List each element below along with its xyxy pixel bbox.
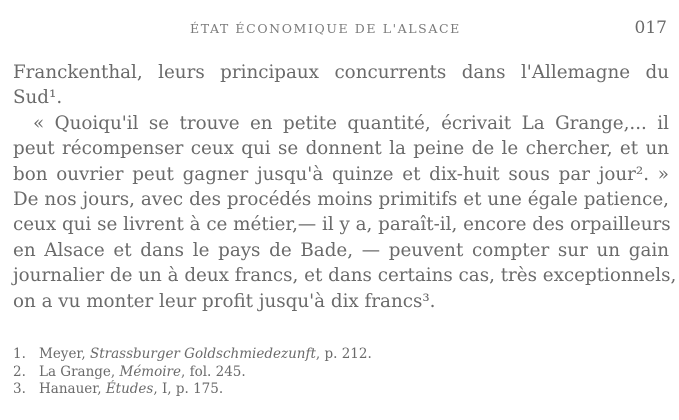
footnote-title: Strassburger Goldschmiedezunft bbox=[89, 346, 316, 362]
footnote bbox=[13, 346, 669, 364]
footnote bbox=[13, 364, 669, 382]
text-line: De nos jours, avec des procédés moins primitifs et une égale patience, bbox=[13, 188, 669, 210]
body-text bbox=[13, 60, 677, 314]
footnote-number: 3. bbox=[13, 381, 26, 397]
text-line: journalier de un à deux francs, et dans certains cas, très exceptionnels, bbox=[13, 265, 677, 287]
text-line: bon ouvrier peut gagner jusqu'à quinze et dix-huit sous par jour². » bbox=[13, 163, 669, 185]
page-number: 017 bbox=[634, 18, 667, 38]
running-title: ÉTAT ÉCONOMIQUE DE L'ALSACE bbox=[190, 21, 461, 36]
footnote-number: 2. bbox=[13, 363, 26, 380]
footnote-locator: , I, p. 175. bbox=[153, 381, 224, 397]
footnote-locator: , p. 212. bbox=[315, 346, 372, 362]
text-line: « Quoiqu'il se trouve en petite quantité, écrivait La Grange,... il bbox=[33, 112, 669, 134]
text-line: peut récompenser ceux qui se donnent la peine de le chercher, et un bbox=[13, 138, 669, 160]
footnotes bbox=[13, 346, 669, 399]
text-line: en Alsace et dans le pays de Bade, — peuvent compter sur un gain bbox=[13, 239, 669, 261]
text-line: Sud¹. bbox=[13, 87, 63, 109]
text-line: Franckenthal, leurs principaux concurrents dans l'Allemagne du bbox=[13, 62, 669, 83]
footnote-author: Meyer, bbox=[39, 346, 90, 362]
text-line: ceux qui se livrent à ce métier,— il y a, paraît-il, encore des orpailleurs bbox=[13, 214, 671, 236]
text-line: on a vu monter leur profit jusqu'à dix francs³. bbox=[13, 290, 436, 312]
footnote-title: Études bbox=[105, 381, 154, 397]
footnote-author: La Grange, bbox=[39, 363, 120, 380]
footnote-locator: , fol. 245. bbox=[181, 363, 246, 380]
running-head bbox=[0, 18, 679, 42]
footnote bbox=[13, 381, 669, 399]
footnote-author: Hanauer, bbox=[39, 381, 106, 397]
footnote-title: Mémoire bbox=[119, 363, 182, 380]
footnote-number: 1. bbox=[13, 346, 26, 362]
